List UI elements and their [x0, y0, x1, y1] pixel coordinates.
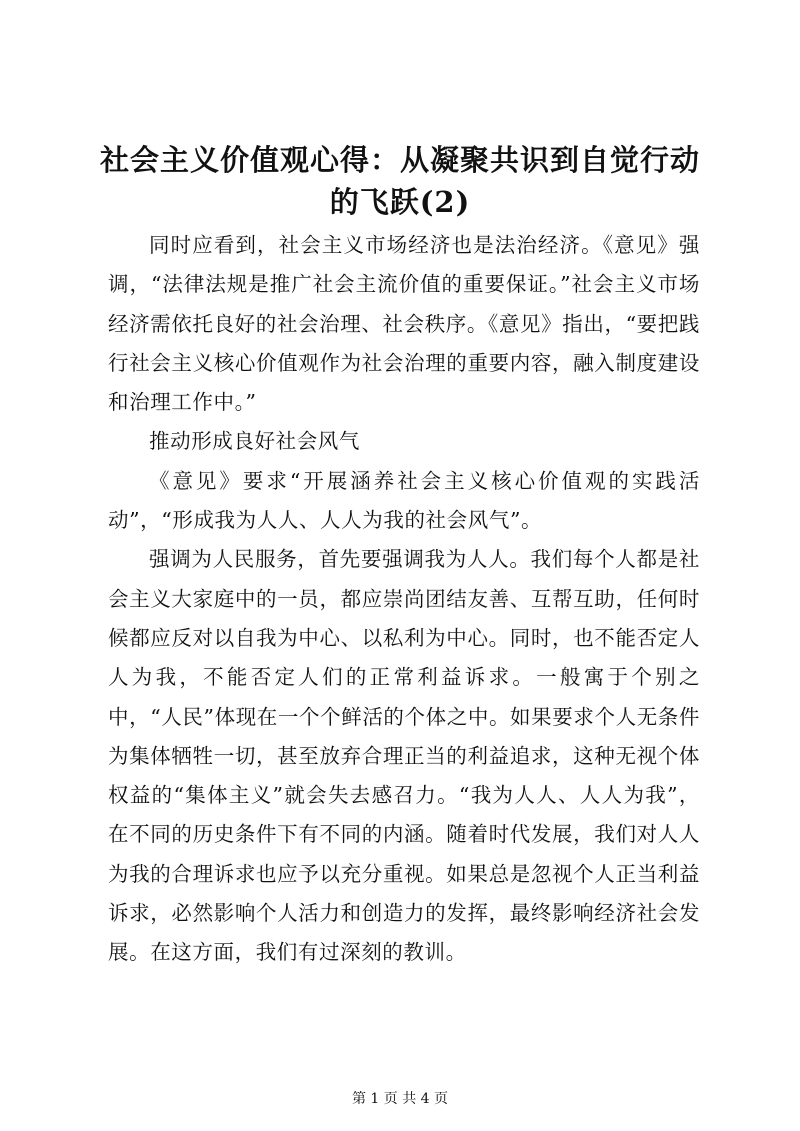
- page-footer: 第 1 页 共 4 页: [351, 1091, 449, 1107]
- document-title-line-2: 的飞跃(2): [329, 185, 471, 219]
- section-heading: 推动形成良好社会风气: [149, 429, 360, 454]
- paragraph-opinion-requirement: 《意见》要求“开展涵养社会主义核心价值观的实践活动”，“形成我为人人、人人为我的社会风气”。: [108, 468, 700, 533]
- document-title-line-1: 社会主义价值观心得：从凝聚共识到自觉行动: [100, 143, 701, 177]
- document-body: [108, 226, 700, 973]
- paragraph-rule-of-law: 同时应看到，社会主义市场经济也是法治经济。《意见》强调，“法律法规是推广社会主流价值的重要保证。”社会主义市场经济需依托良好的社会治理、社会秩序。《意见》指出，“要把践行社会主义核心价值观作为社会治理的重要内容，融入制度建设和治理工作中。”: [108, 233, 700, 415]
- paragraph-serve-people: 强调为人民服务，首先要强调我为人人。我们每个人都是社会主义大家庭中的一员，都应崇尚团结友善、互帮互助，任何时候都应反对以自我为中心、以私利为中心。同时，也不能否定人人为我，不能否定人们的正常利益诉求。一般寓于个别之中，“人民”体现在一个个鲜活的个体之中。如果要求个人无条件为集体牺牲一切，甚至放弃合理正当的利益追求，这种无视个体权益的“集体主义”就会失去感召力。“我为人人、人人为我”，在不同的历史条件下有不同的内涵。随着时代发展，我们对人人为我的合理诉求也应予以充分重视。如果总是忽视个人正当利益诉求，必然影响个人活力和创造力的发挥，最终影响经济社会发展。在这方面，我们有过深刻的教训。: [108, 547, 700, 965]
